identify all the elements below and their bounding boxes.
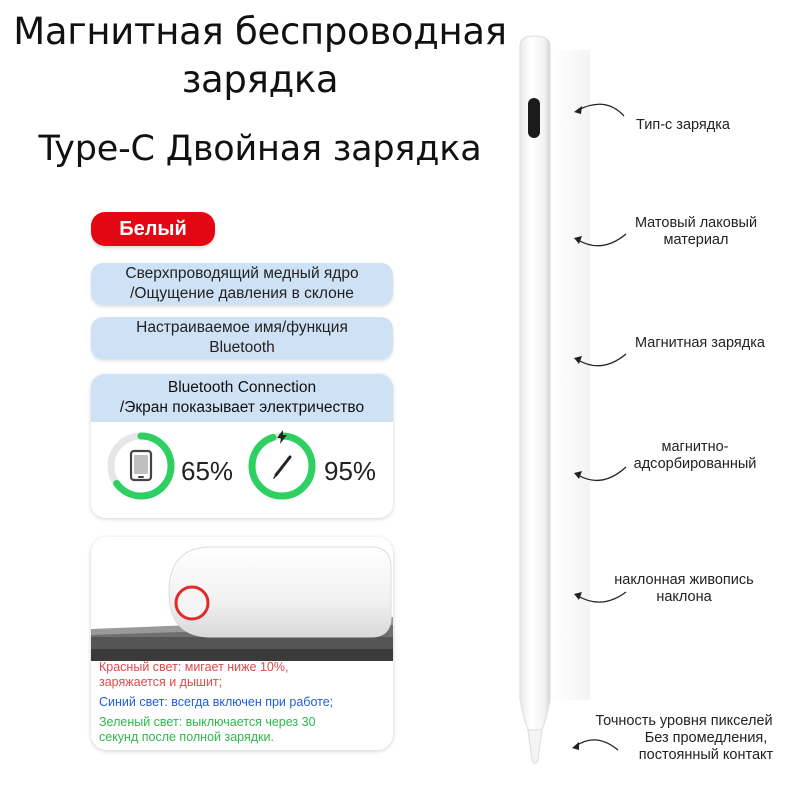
- annotation-2-line-1: Матовый лаковый: [634, 215, 758, 231]
- annotation-tilt-painting: [596, 572, 772, 606]
- feature-pill-1: [91, 263, 393, 305]
- annotation-pixel-precision: [570, 713, 798, 764]
- blue-light-line-1: Синий свет: всегда включен при работе;: [99, 695, 334, 709]
- green-light-line-1: Зеленый свет: выключается через 30: [99, 715, 316, 729]
- feature-pill-2: [91, 317, 393, 359]
- tablet-percent: 65%: [181, 456, 234, 486]
- tablet-icon: [131, 451, 151, 480]
- title-line-3: Type-C Двойная зарядка: [38, 129, 482, 169]
- red-light-line-1: Красный свет: мигает ниже 10%,: [99, 660, 289, 674]
- title-text-2: зарядка: [181, 58, 339, 101]
- battery-card-line-1: Bluetooth Connection: [167, 379, 317, 396]
- annotation-4-line-2: адсорбированный: [633, 456, 757, 472]
- lightning-icon: [276, 430, 288, 444]
- light-indicator-card: [91, 537, 393, 750]
- pen-icon: [274, 457, 290, 478]
- annotation-6-line-2: Без промедления,: [644, 730, 768, 746]
- pen-percent: 95%: [324, 456, 377, 486]
- annotation-5-line-2: наклона: [656, 589, 712, 605]
- blue-light-text: [99, 695, 389, 710]
- battery-card-line-2: /Экран показывает электричество: [119, 399, 365, 416]
- annotation-3-line-1: Магнитная зарядка: [635, 335, 765, 351]
- annotation-matte-finish: [608, 215, 784, 249]
- title-text-1: Магнитная беспроводная: [13, 10, 507, 53]
- battery-card-header: [91, 374, 393, 422]
- annotation-1-line-1: Тип-с зарядка: [636, 117, 730, 133]
- feature-2-line-2: Bluetooth: [209, 339, 275, 356]
- red-light-text: [99, 660, 389, 690]
- annotation-magnetic-adsorption: [607, 439, 783, 473]
- annotation-6-line-1: Точность уровня пикселей: [595, 713, 773, 729]
- green-light-text: [99, 715, 389, 745]
- color-badge: Белый: [91, 212, 215, 246]
- battery-card: [91, 374, 393, 518]
- usb-c-port-icon: [528, 98, 540, 138]
- annotation-usb-c: [619, 117, 747, 134]
- annotation-4-line-1: магнитно-: [661, 439, 729, 455]
- tablet-battery-ring: [105, 430, 177, 502]
- feature-1-line-2: /Ощущение давления в склоне: [130, 285, 354, 302]
- stylus-tip: [528, 730, 542, 764]
- feature-1-line-1: Сверхпроводящий медный ядро: [125, 265, 359, 282]
- stylus-illustration: [490, 30, 590, 775]
- feature-2-line-1: Настраиваемое имя/функция: [136, 319, 348, 336]
- red-light-line-2: заряжается и дышит;: [99, 675, 223, 689]
- annotation-magnetic-charging: [612, 335, 788, 352]
- green-light-line-2: секунд после полной зарядки.: [99, 730, 274, 744]
- title-line-1: [0, 8, 520, 104]
- annotation-6-line-3: постоянный контакт: [638, 747, 774, 763]
- status-light-ring: [176, 587, 208, 619]
- annotation-2-line-2: материал: [663, 232, 729, 248]
- annotation-5-line-1: наклонная живопись: [614, 572, 754, 588]
